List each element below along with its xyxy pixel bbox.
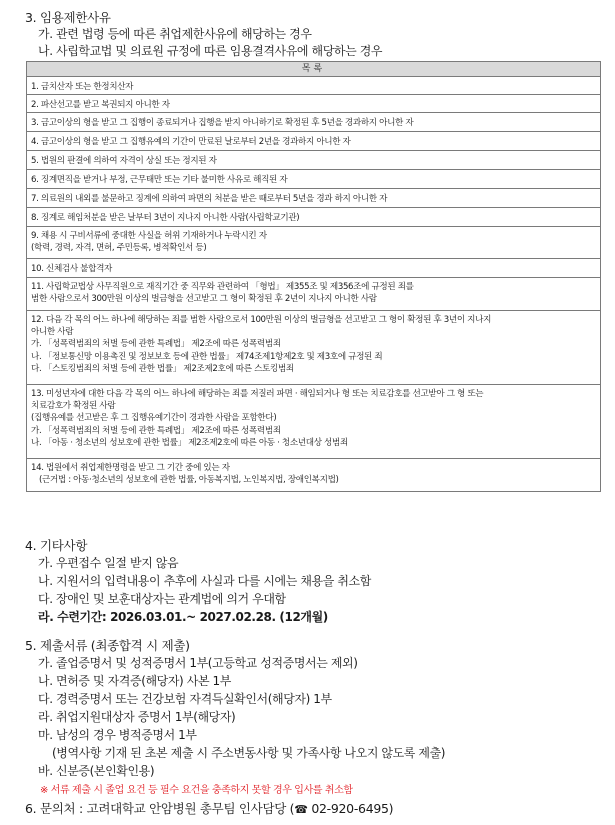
table-row	[27, 385, 600, 459]
section-4-item: 가. 우편접수 일절 받지 않음	[38, 556, 179, 570]
row-text: 5. 법원의 판결에 의하여 자격이 상실 또는 정지된 자	[31, 156, 217, 166]
section-5-title: 5. 제출서류 (최종합격 시 제출)	[25, 638, 190, 653]
table-row	[27, 95, 600, 113]
table-row	[27, 189, 600, 208]
section-5-item: 바. 신분증(본인확인용)	[38, 764, 155, 778]
row-text: 6. 징계면직을 받거나 부정, 근무태만 또는 기타 불미한 사유로 해직된 자	[31, 175, 288, 185]
row-text: 9. 채용 시 구비서류에 중대한 사실을 허위 기재하거나 누락시킨 자	[31, 231, 267, 241]
row-text: 3. 금고이상의 형을 받고 그 집행이 종료되거나 집행을 받지 아니하기로 확정된 후 5년을 경과하지 아니한 자	[31, 118, 414, 128]
warning-note: ※ 서류 제출 시 졸업 요건 등 필수 요건을 충족하지 못할 경우 입사를 취소함	[40, 785, 353, 796]
row-text: 12. 다음 각 목의 어느 하나에 해당하는 죄를 범한 사람으로서 100만원 이상의 벌금형을 선고받고 그 형이 확정된 후 3년이 지나지	[31, 315, 492, 325]
row-text: 13. 미성년자에 대한 다음 각 목의 어느 하나에 해당하는 죄를 저질러 파면 · 해임되거나 형 또는 치료감호를 선고받아 그 형 또는	[31, 389, 484, 399]
row-text: 8. 징계로 해임처분을 받은 날부터 3년이 지나지 아니한 사람(사립학교기관)	[31, 213, 300, 223]
section-3-item-a: 가. 관련 법령 등에 따른 취업제한사유에 해당하는 경우	[38, 27, 312, 41]
section-5-item: 마. 남성의 경우 병적증명서 1부	[38, 728, 197, 742]
row-text: 나. 「아동 · 청소년의 성보호에 관한 법률」 제2조제2호에 따른 아동 · 청소년대상 성범죄	[31, 437, 348, 448]
table-row	[27, 208, 600, 227]
row-text: (근거법 : 아동·청소년의 성보호에 관한 법률, 아동복지법, 노인복지법, 장애인복지법)	[39, 475, 339, 486]
training-period: 라. 수련기간: 2026.03.01.~ 2027.02.28. (12개월)	[38, 610, 328, 624]
row-text: 범한 사람으로서 300만원 이상의 벌금형을 선고받고 그 형이 확정된 후 2년이 지나지 아니한 사람	[31, 294, 377, 305]
disqualification-table	[26, 61, 601, 492]
section-4-title: 4. 기타사항	[25, 538, 88, 553]
row-text: (학력, 경력, 자격, 면허, 주민등록, 병적확인서 등)	[31, 243, 207, 254]
section-5-note: (병역사항 기재 된 초본 제출 시 주소변동사항 및 가족사항 나오지 않도록 제출)	[52, 746, 446, 760]
row-text: 가. 「성폭력범죄의 처벌 등에 관한 특례법」 제2조에 따른 성폭력범죄	[31, 339, 281, 350]
table-row	[27, 77, 600, 95]
row-text: 2. 파산선고를 받고 복권되지 아니한 자	[31, 99, 170, 110]
row-text: 1. 금치산자 또는 한정치산자	[31, 81, 134, 92]
table-row	[27, 459, 600, 492]
row-text: 아니한 사람	[31, 327, 74, 338]
contact-phone: 02-920-6495	[311, 801, 389, 816]
section-5-item: 다. 경력증명서 또는 건강보험 자격득실확인서(해당자) 1부	[38, 692, 332, 706]
row-text: 다. 「스토킹범죄의 처벌 등에 관한 법률」 제2조제2호에 따른 스토킹범죄	[31, 363, 294, 374]
table-row	[27, 227, 600, 259]
row-text: 4. 금고이상의 형을 받고 그 집행유예의 기간이 만료된 날로부터 2년을 경과하지 아니한 자	[31, 137, 351, 147]
contact-close: )	[388, 801, 394, 816]
table-row	[27, 113, 600, 132]
section-5-item: 나. 면허증 및 자격증(해당자) 사본 1부	[38, 674, 231, 688]
section-3-title: 3. 임용제한사유	[25, 10, 111, 25]
section-4-item: 나. 지원서의 입력내용이 추후에 사실과 다를 시에는 채용을 취소함	[38, 574, 371, 588]
row-text: 나. 「정보통신망 이용촉진 및 정보보호 등에 관한 법률」 제74조제1항제2호 및 제3호에 규정된 죄	[31, 351, 383, 362]
table-row	[27, 278, 600, 311]
section-3-item-b: 나. 사립학교법 및 의료원 규정에 따른 임용결격사유에 해당하는 경우	[38, 44, 383, 58]
section-5-item: 라. 취업지원대상자 증명서 1부(해당자)	[38, 710, 236, 724]
table-row	[27, 170, 600, 189]
row-text: (집행유예를 선고받은 후 그 집행유예기간이 경과한 사람을 포함한다)	[31, 413, 277, 424]
contact-label: 6. 문의처 : 고려대학교 안암병원 총무팀 인사담당 (	[25, 801, 295, 816]
row-text: 7. 의료원의 내외를 불문하고 징계에 의하여 파면의 처분을 받은 때로부터 5년을 경과 하지 아니한 자	[31, 194, 388, 204]
table-row	[27, 151, 600, 170]
row-text: 치료감호가 확정된 사람	[31, 401, 116, 412]
table-row	[27, 259, 600, 278]
contact-line	[25, 799, 393, 817]
row-text: 11. 사립학교법상 사무직원으로 재직기간 중 직무와 관련하여 「형법」 제355조 및 제356조에 규정된 죄를	[31, 282, 414, 292]
section-5-item: 가. 졸업증명서 및 성적증명서 1부(고등학교 성적증명서는 제외)	[38, 656, 358, 670]
section-4-item: 다. 장애인 및 보훈대상자는 관계법에 의거 우대함	[38, 592, 286, 606]
table-header: 목록	[27, 62, 600, 77]
row-text: 가. 「성폭력범죄의 처벌 등에 관한 특례법」 제2조에 따른 성폭력범죄	[31, 425, 281, 436]
row-text: 10. 신체검사 불합격자	[31, 264, 112, 274]
table-row	[27, 132, 600, 151]
row-text: 14. 법원에서 취업제한명령을 받고 그 기간 중에 있는 자	[31, 463, 230, 473]
phone-icon: ☎	[294, 803, 308, 816]
table-row	[27, 311, 600, 385]
